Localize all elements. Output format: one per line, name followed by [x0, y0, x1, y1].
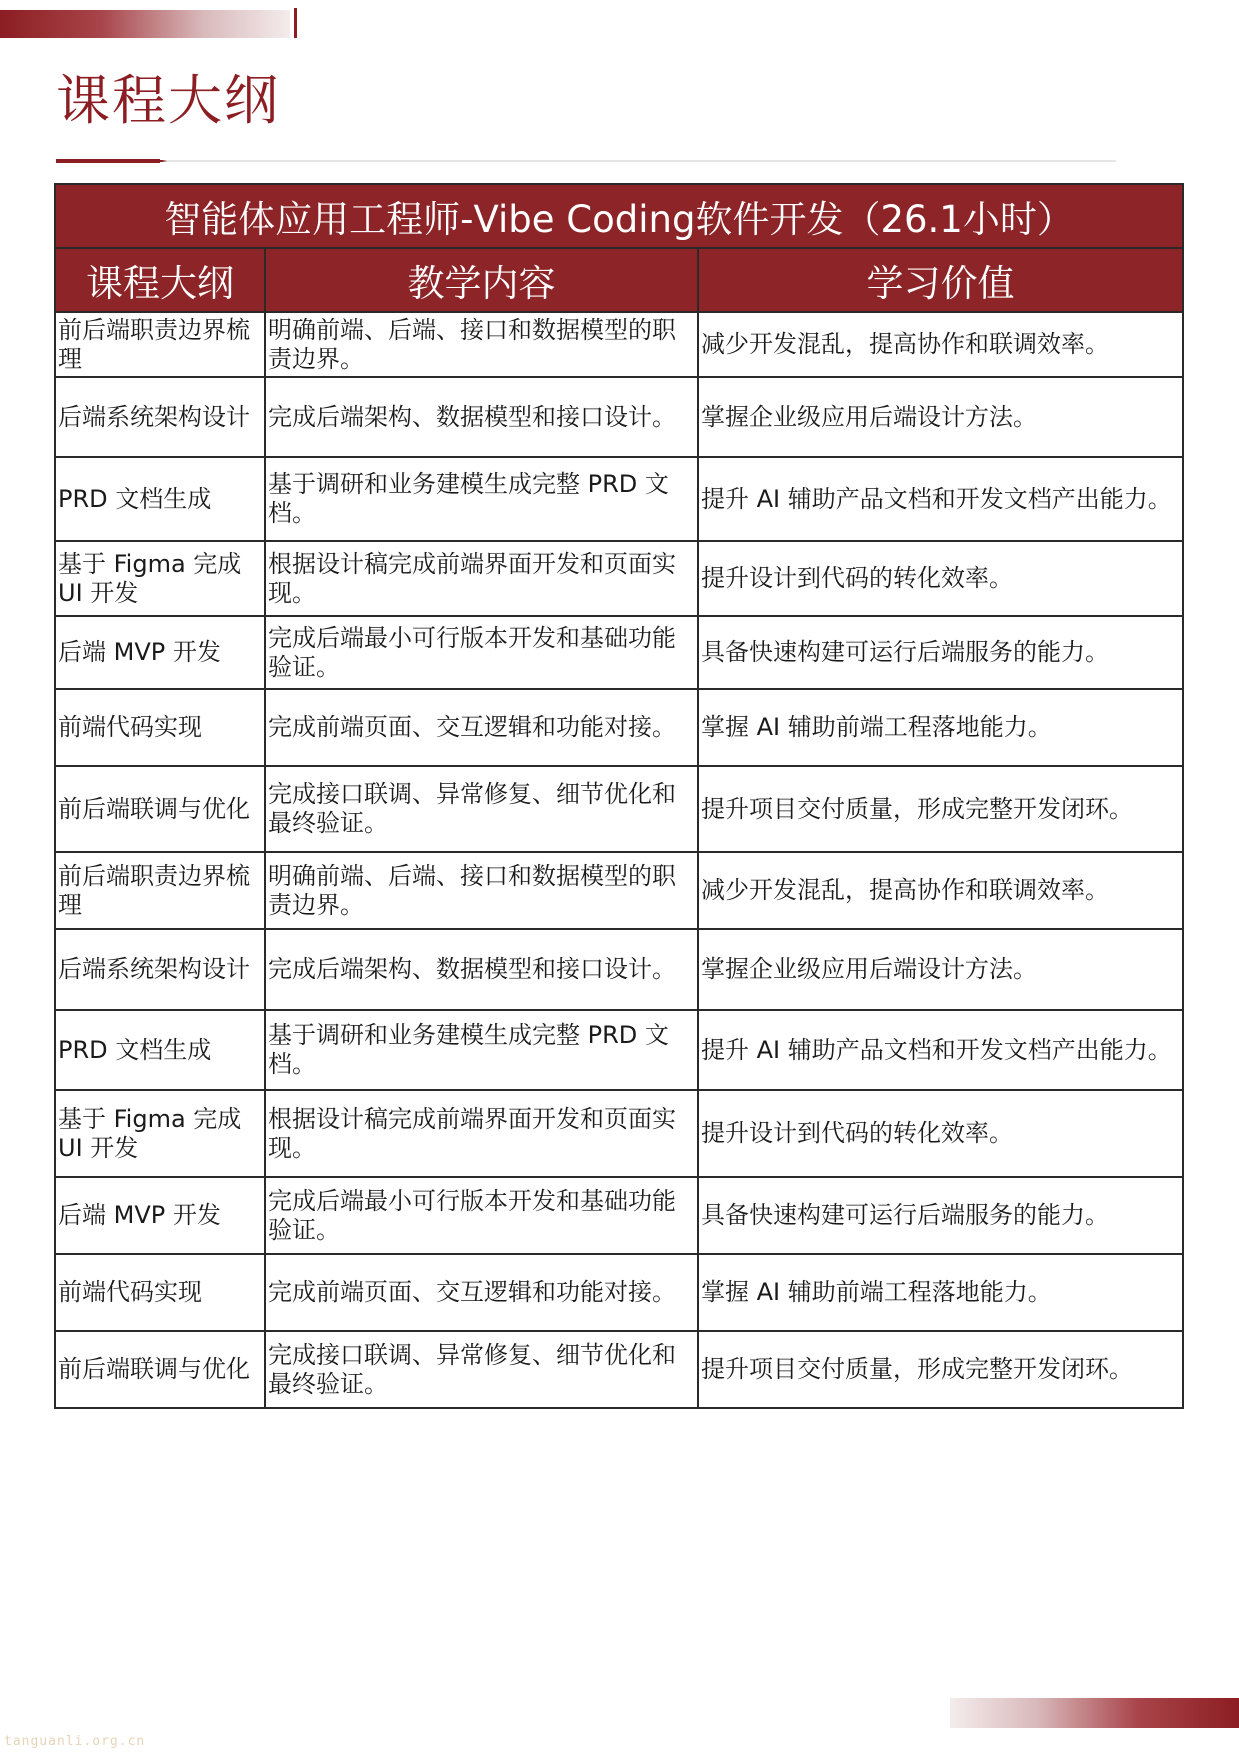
- cell-value: 掌握企业级应用后端设计方法。: [698, 929, 1183, 1010]
- table-row: [55, 1331, 1183, 1408]
- cell-value: 提升 AI 辅助产品文档和开发文档产出能力。: [698, 1010, 1183, 1090]
- table-row: [55, 457, 1183, 541]
- top-decor-tick: [294, 8, 297, 38]
- cell-content: 基于调研和业务建模生成完整 PRD 文档。: [265, 457, 698, 541]
- cell-value: 掌握企业级应用后端设计方法。: [698, 377, 1183, 457]
- bottom-decor-bar: [950, 1698, 1239, 1728]
- cell-outline: 前端代码实现: [55, 689, 265, 766]
- cell-content: 完成后端架构、数据模型和接口设计。: [265, 377, 698, 457]
- table-row: [55, 1177, 1183, 1254]
- cell-content: 明确前端、后端、接口和数据模型的职责边界。: [265, 312, 698, 377]
- table-row: [55, 1254, 1183, 1331]
- heading-divider-accent: [56, 159, 160, 163]
- cell-value: 具备快速构建可运行后端服务的能力。: [698, 1177, 1183, 1254]
- cell-content: 完成前端页面、交互逻辑和功能对接。: [265, 689, 698, 766]
- cell-value: 提升 AI 辅助产品文档和开发文档产出能力。: [698, 457, 1183, 541]
- table-header-row: [55, 248, 1183, 312]
- cell-outline: 前后端职责边界梳理: [55, 852, 265, 929]
- watermark-text: tanguanli.org.cn: [4, 1734, 146, 1749]
- cell-outline: 前后端职责边界梳理: [55, 312, 265, 377]
- cell-content: 完成后端最小可行版本开发和基础功能验证。: [265, 616, 698, 689]
- cell-content: 根据设计稿完成前端界面开发和页面实现。: [265, 541, 698, 616]
- cell-content: 基于调研和业务建模生成完整 PRD 文档。: [265, 1010, 698, 1090]
- top-decor-bar: [0, 10, 290, 38]
- cell-value: 提升设计到代码的转化效率。: [698, 541, 1183, 616]
- page-title: 课程大纲: [56, 69, 280, 132]
- cell-value: 提升设计到代码的转化效率。: [698, 1090, 1183, 1177]
- table-row: [55, 312, 1183, 377]
- cell-outline: PRD 文档生成: [55, 457, 265, 541]
- course-outline-table: [54, 183, 1184, 1409]
- cell-outline: 基于 Figma 完成 UI 开发: [55, 541, 265, 616]
- heading-divider: [56, 160, 1116, 162]
- cell-outline: PRD 文档生成: [55, 1010, 265, 1090]
- cell-value: 掌握 AI 辅助前端工程落地能力。: [698, 1254, 1183, 1331]
- table-row: [55, 616, 1183, 689]
- table-row: [55, 766, 1183, 852]
- cell-content: 完成接口联调、异常修复、细节优化和最终验证。: [265, 1331, 698, 1408]
- cell-outline: 后端 MVP 开发: [55, 616, 265, 689]
- cell-value: 提升项目交付质量，形成完整开发闭环。: [698, 766, 1183, 852]
- column-header-content: 教学内容: [265, 248, 698, 312]
- cell-content: 完成后端最小可行版本开发和基础功能验证。: [265, 1177, 698, 1254]
- cell-value: 减少开发混乱，提高协作和联调效率。: [698, 852, 1183, 929]
- column-header-outline: 课程大纲: [55, 248, 265, 312]
- cell-value: 具备快速构建可运行后端服务的能力。: [698, 616, 1183, 689]
- cell-content: 根据设计稿完成前端界面开发和页面实现。: [265, 1090, 698, 1177]
- cell-content: 明确前端、后端、接口和数据模型的职责边界。: [265, 852, 698, 929]
- table-caption: 智能体应用工程师-Vibe Coding软件开发（26.1小时）: [55, 184, 1183, 248]
- table-caption-row: [55, 184, 1183, 248]
- cell-outline: 后端系统架构设计: [55, 929, 265, 1010]
- column-header-value: 学习价值: [698, 248, 1183, 312]
- table-row: [55, 541, 1183, 616]
- cell-outline: 后端 MVP 开发: [55, 1177, 265, 1254]
- cell-content: 完成后端架构、数据模型和接口设计。: [265, 929, 698, 1010]
- cell-outline: 基于 Figma 完成 UI 开发: [55, 1090, 265, 1177]
- table-body: [55, 312, 1183, 1408]
- cell-value: 掌握 AI 辅助前端工程落地能力。: [698, 689, 1183, 766]
- table-row: [55, 1090, 1183, 1177]
- cell-value: 提升项目交付质量，形成完整开发闭环。: [698, 1331, 1183, 1408]
- cell-content: 完成接口联调、异常修复、细节优化和最终验证。: [265, 766, 698, 852]
- cell-outline: 前后端联调与优化: [55, 766, 265, 852]
- cell-outline: 后端系统架构设计: [55, 377, 265, 457]
- table-row: [55, 689, 1183, 766]
- cell-outline: 前后端联调与优化: [55, 1331, 265, 1408]
- table-row: [55, 1010, 1183, 1090]
- cell-content: 完成前端页面、交互逻辑和功能对接。: [265, 1254, 698, 1331]
- table-row: [55, 852, 1183, 929]
- cell-value: 减少开发混乱，提高协作和联调效率。: [698, 312, 1183, 377]
- cell-outline: 前端代码实现: [55, 1254, 265, 1331]
- table-row: [55, 929, 1183, 1010]
- table-row: [55, 377, 1183, 457]
